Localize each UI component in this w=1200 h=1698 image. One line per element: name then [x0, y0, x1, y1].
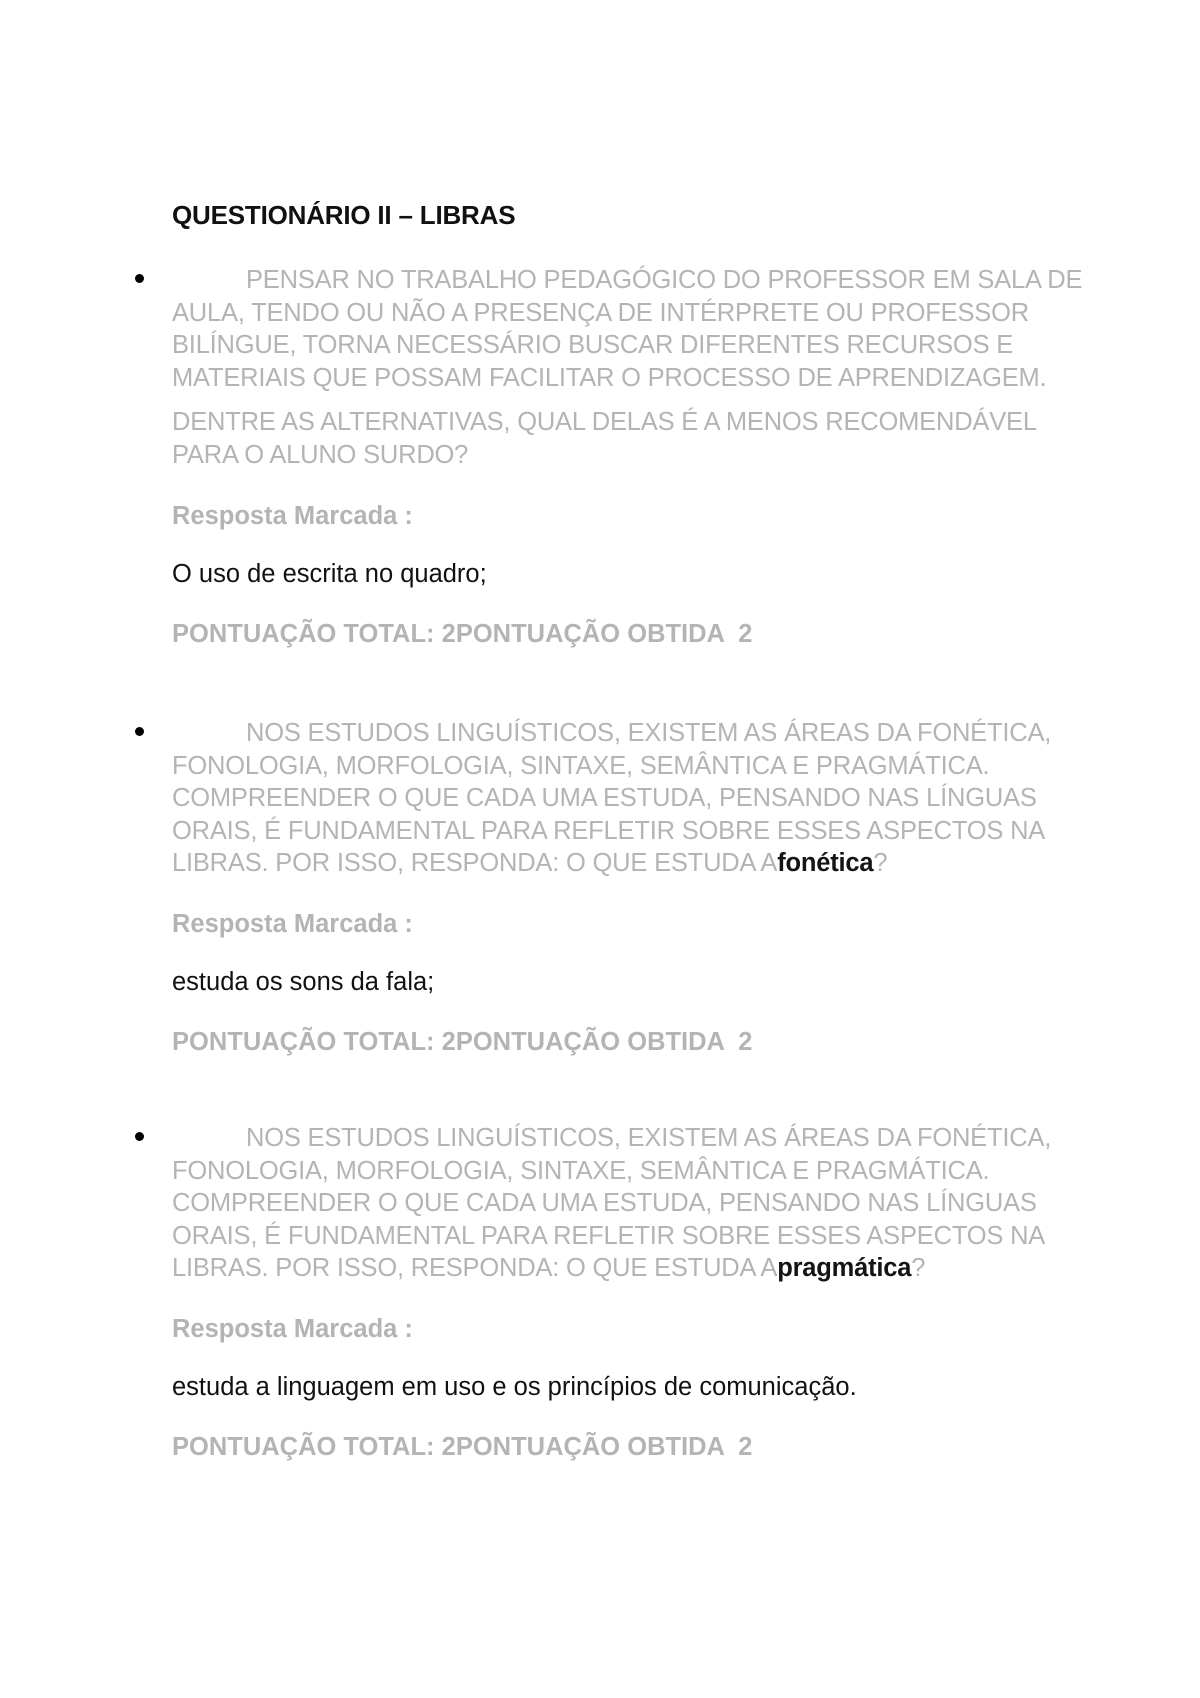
question-item-3 [172, 1122, 1097, 1463]
question-text [172, 1122, 1097, 1285]
score-line [172, 618, 1097, 650]
question-item-1 [172, 264, 1097, 650]
marked-answer: O uso de escrita no quadro; [172, 559, 487, 588]
marked-answer: estuda os sons da fala; [172, 967, 435, 996]
question-prompt: DENTRE AS ALTERNATIVAS, QUAL DELAS É A MENOS RECOMENDÁVEL PARA O ALUNO SURDO? [172, 408, 1036, 469]
obtained-score: PONTUAÇÃO OBTIDA 2 [455, 1027, 753, 1056]
bullet-icon [135, 727, 144, 736]
question-text [172, 264, 1097, 394]
total-score: PONTUAÇÃO TOTAL: 2 [172, 619, 456, 648]
question-term: fonética [777, 849, 874, 878]
response-label: Resposta Marcada : [172, 909, 413, 938]
obtained-score: PONTUAÇÃO OBTIDA 2 [455, 1432, 753, 1461]
question-mark: ? [911, 1254, 926, 1283]
question-item-2 [172, 717, 1097, 1058]
marked-answer: estuda a linguagem em uso e os princípios de comunicação. [172, 1372, 857, 1401]
obtained-score: PONTUAÇÃO OBTIDA 2 [455, 619, 753, 648]
score-line [172, 1431, 1097, 1463]
bullet-icon [135, 1132, 144, 1141]
document-title: QUESTIONÁRIO II – LIBRAS [172, 200, 516, 230]
question-text [172, 717, 1097, 880]
question-term: pragmática [777, 1254, 912, 1283]
response-label: Resposta Marcada : [172, 501, 413, 530]
bullet-icon [135, 274, 144, 283]
total-score: PONTUAÇÃO TOTAL: 2 [172, 1027, 456, 1056]
score-line [172, 1026, 1097, 1058]
question-statement: NOS ESTUDOS LINGUÍSTICOS, EXISTEM AS ÁREAS DA FONÉTICA, FONOLOGIA, MORFOLOGIA, SINTAXE, SEMÂNTICA E PRAGMÁTICA. COMPREENDER O QUE CADA UMA ESTUDA, PENSANDO NAS LÍNGUAS ORAIS, É FUNDAMENTAL PARA REFLETIR SOBRE ESSES ASPECTOS NA LIBRAS. POR ISSO, RESPONDA: O QUE ESTUDA A [172, 719, 1052, 878]
response-label: Resposta Marcada : [172, 1314, 413, 1343]
question-mark: ? [873, 849, 888, 878]
question-statement: NOS ESTUDOS LINGUÍSTICOS, EXISTEM AS ÁREAS DA FONÉTICA, FONOLOGIA, MORFOLOGIA, SINTAXE, SEMÂNTICA E PRAGMÁTICA. COMPREENDER O QUE CADA UMA ESTUDA, PENSANDO NAS LÍNGUAS ORAIS, É FUNDAMENTAL PARA REFLETIR SOBRE ESSES ASPECTOS NA LIBRAS. POR ISSO, RESPONDA: O QUE ESTUDA A [172, 1124, 1052, 1283]
question-statement: PENSAR NO TRABALHO PEDAGÓGICO DO PROFESSOR EM SALA DE AULA, TENDO OU NÃO A PRESENÇA DE INTÉRPRETE OU PROFESSOR BILÍNGUE, TORNA NECESSÁRIO BUSCAR DIFERENTES RECURSOS E MATERIAIS QUE POSSAM FACILITAR O PROCESSO DE APRENDIZAGEM. [172, 266, 1083, 392]
total-score: PONTUAÇÃO TOTAL: 2 [172, 1432, 456, 1461]
